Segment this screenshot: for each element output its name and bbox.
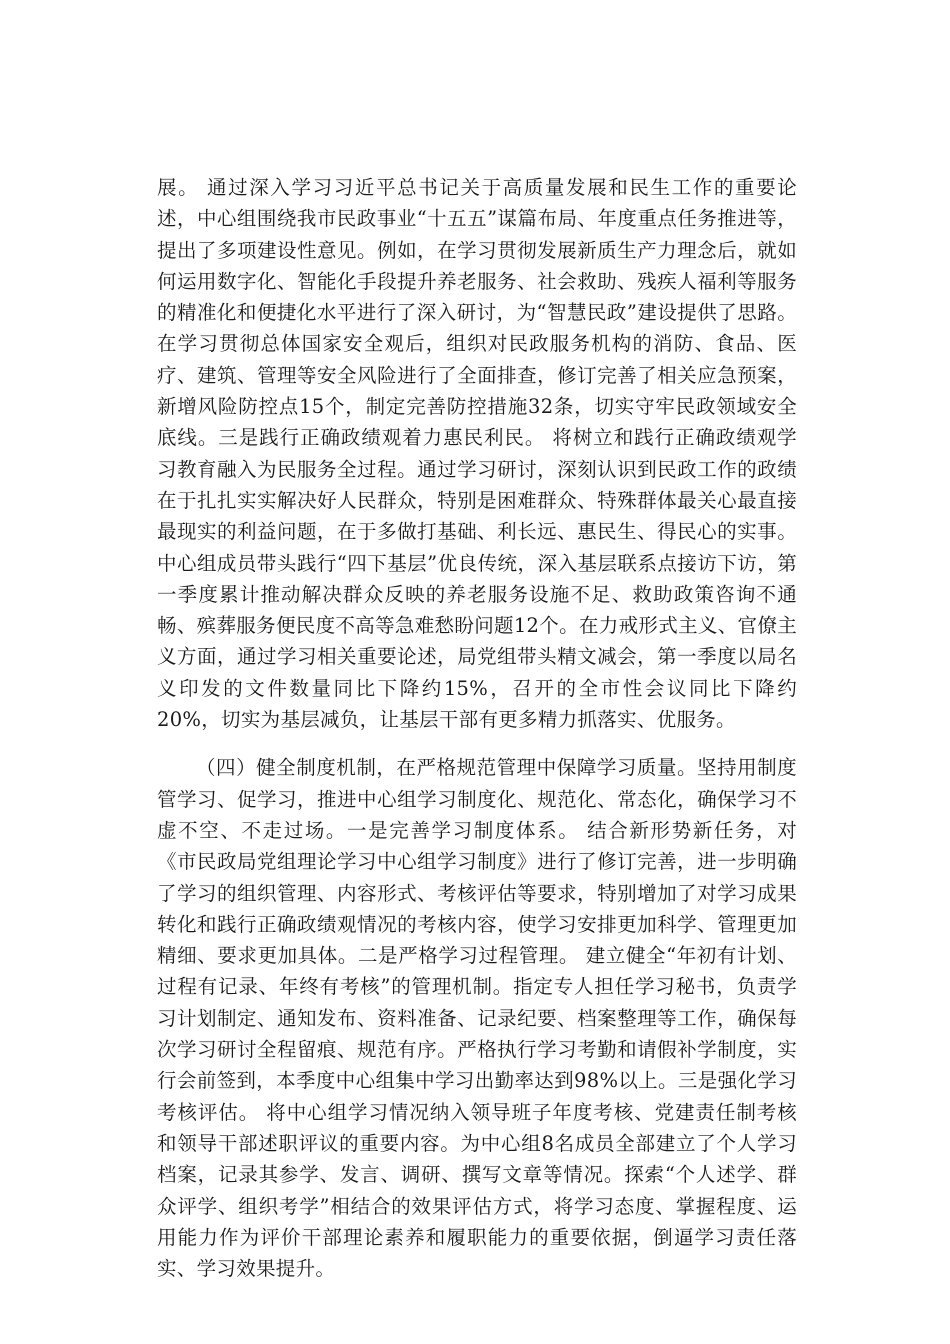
- document-body: [157, 172, 797, 1284]
- body-paragraph-section-four: （四）健全制度机制，在严格规范管理中保障学习质量。坚持用制度管学习、促学习，推进中心组学习制度化、规范化、常态化，确保学习不虚不空、不走过场。一是完善学习制度体系。 结合新形势新任务，对《市民政局党组理论学习中心组学习制度》进行了修订完善，进一步明确了学习的组织管理、内容形式、考核评估等要求，特别增加了对学习成果转化和践行正确政绩观情况的考核内容，使学习安排更加科学、管理更加精细、要求更加具体。二是严格学习过程管理。 建立健全“年初有计划、过程有记录、年终有考核”的管理机制。指定专人担任学习秘书，负责学习计划制定、通知发布、资料准备、记录纪要、档案整理等工作，确保每次学习研讨全程留痕、规范有序。严格执行学习考勤和请假补学制度，实行会前签到，本季度中心组集中学习出勤率达到98%以上。三是强化学习考核评估。 将中心组学习情况纳入领导班子年度考核、党建责任制考核和领导干部述职评议的重要内容。为中心组8名成员全部建立了个人学习档案，记录其参学、发言、调研、撰写文章等情况。探索“个人述学、群众评学、组织考学”相结合的效果评估方式，将学习态度、掌握程度、运用能力作为评价干部理论素养和履职能力的重要依据，倒逼学习责任落实、学习效果提升。: [157, 756, 797, 1281]
- body-paragraph-continuation: 展。 通过深入学习习近平总书记关于高质量发展和民生工作的重要论述，中心组围绕我市民政事业“十五五”谋篇布局、年度重点任务推进等，提出了多项建设性意见。例如，在学习贯彻发展新质生产力理念后，就如何运用数字化、智能化手段提升养老服务、社会救助、残疾人福利等服务的精准化和便捷化水平进行了深入研讨，为“智慧民政”建设提供了思路。在学习贯彻总体国家安全观后，组织对民政服务机构的消防、食品、医疗、建筑、管理等安全风险进行了全面排查，修订完善了相关应急预案，新增风险防控点15个，制定完善防控措施32条，切实守牢民政领域安全底线。三是践行正确政绩观着力惠民利民。 将树立和践行正确政绩观学习教育融入为民服务全过程。通过学习研讨，深刻认识到民政工作的政绩在于扎扎实实解决好人民群众，特别是困难群众、特殊群体最关心最直接最现实的利益问题，在于多做打基础、利长远、惠民生、得民心的实事。中心组成员带头践行“四下基层”优良传统，深入基层联系点接访下访，第一季度累计推动解决群众反映的养老服务设施不足、救助政策咨询不通畅、殡葬服务便民度不高等急难愁盼问题12个。在力戒形式主义、官僚主义方面，通过学习相关重要论述，局党组带头精文减会，第一季度以局名义印发的文件数量同比下降约15%，召开的全市性会议同比下降约20%，切实为基层减负，让基层干部有更多精力抓落实、优服务。: [157, 176, 797, 732]
